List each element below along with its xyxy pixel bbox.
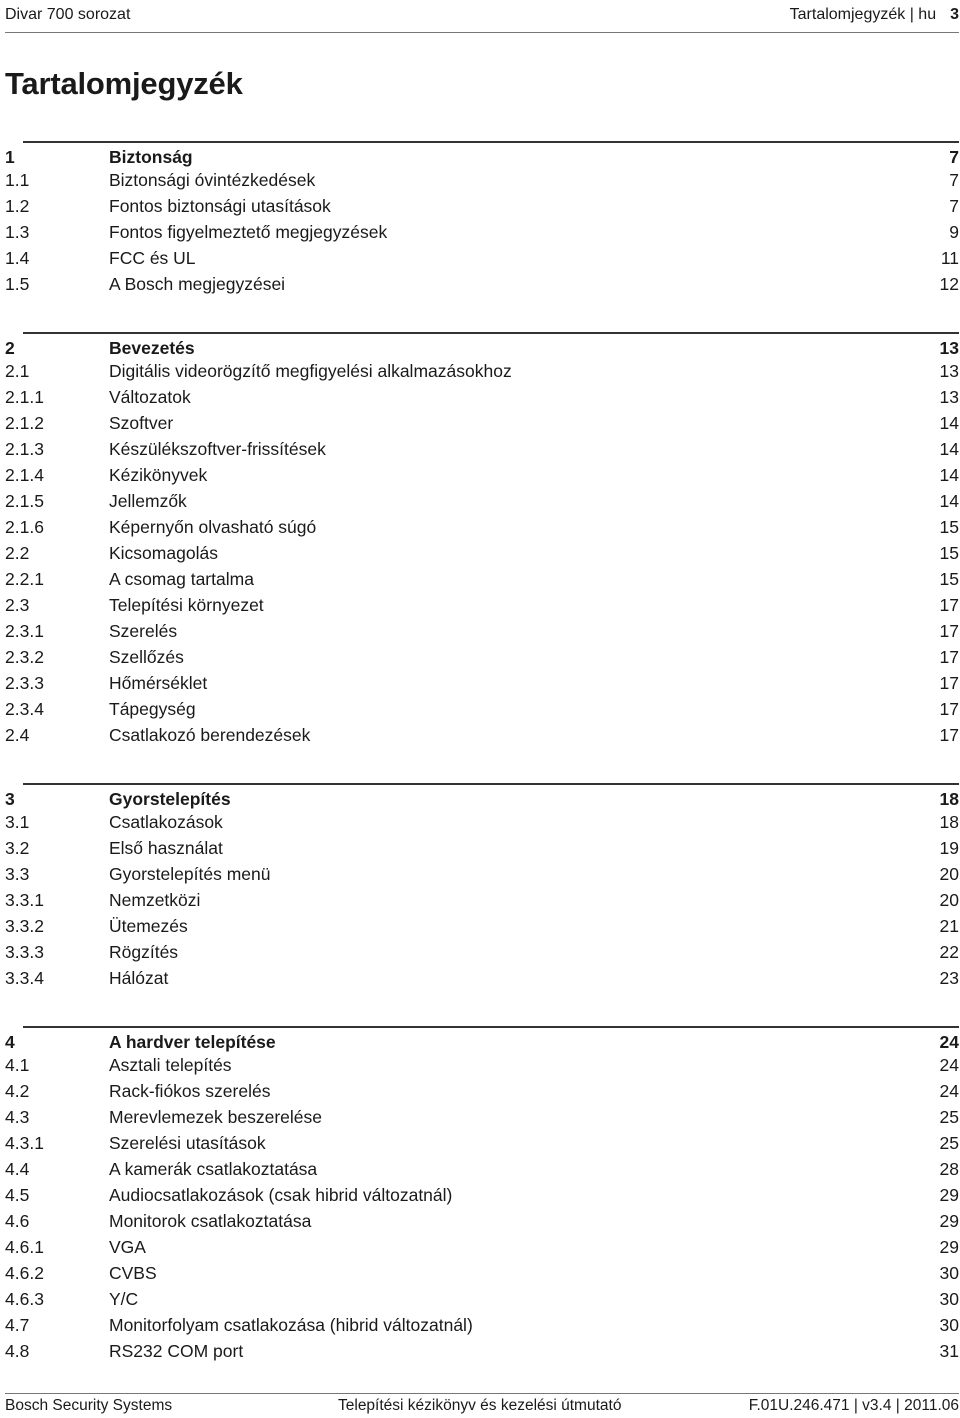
entry-title: Telepítési környezet — [109, 595, 264, 615]
entry-title: Monitorok csatlakoztatása — [109, 1211, 312, 1231]
entry-title: Rack-fiókos szerelés — [109, 1081, 271, 1101]
toc-entry[interactable] — [5, 193, 959, 219]
page-footer — [5, 1393, 959, 1415]
entry-page-number: 7 — [949, 147, 959, 167]
entry-page-number: 13 — [939, 338, 959, 358]
toc-section — [5, 783, 959, 991]
entry-page-number: 13 — [939, 361, 959, 381]
entry-number: 2.3.2 — [5, 647, 44, 667]
entry-number: 2.1.4 — [5, 465, 44, 485]
entry-number: 1 — [5, 147, 15, 167]
toc-entry[interactable] — [5, 514, 959, 540]
entry-number: 2.1 — [5, 361, 30, 381]
footer-document-reference: F.01U.246.471 | v3.4 | 2011.06 — [748, 1397, 959, 1414]
entry-number: 4.6.1 — [5, 1237, 44, 1257]
toc-entry[interactable] — [5, 696, 959, 722]
entry-title: Bevezetés — [109, 338, 195, 358]
entry-title: Gyorstelepítés menü — [109, 864, 271, 884]
entry-number: 2.1.6 — [5, 517, 44, 537]
entry-page-number: 17 — [939, 621, 959, 641]
entry-page-number: 21 — [939, 916, 959, 936]
toc-entry[interactable] — [5, 462, 959, 488]
entry-title: CVBS — [109, 1263, 157, 1283]
entry-page-number: 14 — [939, 465, 959, 485]
entry-number: 2.1.5 — [5, 491, 44, 511]
entry-page-number: 11 — [940, 248, 959, 268]
entry-title: Szerelés — [109, 621, 178, 641]
entry-page-number: 23 — [939, 968, 959, 988]
entry-page-number: 19 — [939, 838, 959, 858]
entry-title: Csatlakozó berendezések — [109, 725, 311, 745]
footer-company: Bosch Security Systems — [5, 1397, 173, 1414]
toc-entry[interactable] — [5, 1104, 959, 1130]
entry-page-number: 17 — [939, 699, 959, 719]
entry-page-number: 7 — [949, 196, 959, 216]
entry-number: 3.3.3 — [5, 942, 44, 962]
toc-entry[interactable] — [5, 809, 959, 835]
entry-page-number: 31 — [939, 1341, 959, 1361]
entry-number: 1.4 — [5, 248, 30, 268]
entry-page-number: 7 — [949, 170, 959, 190]
entry-number: 4.1 — [5, 1055, 30, 1075]
entry-title: Biztonság — [109, 147, 193, 167]
entry-number: 1.1 — [5, 170, 30, 190]
toc-entry[interactable] — [5, 1312, 959, 1338]
page-title: Tartalomjegyzék — [5, 66, 243, 101]
entry-title: Rögzítés — [109, 942, 179, 962]
entry-title: Digitális videorögzítő megfigyelési alkalmazásokhoz — [109, 361, 512, 381]
header-page-number: 3 — [950, 6, 959, 23]
entry-title: Nemzetközi — [109, 890, 201, 910]
entry-number: 2.4 — [5, 725, 30, 745]
entry-page-number: 17 — [939, 725, 959, 745]
entry-page-number: 30 — [939, 1263, 959, 1283]
toc-chapter-entry[interactable] — [5, 783, 959, 809]
entry-title: Kicsomagolás — [109, 543, 218, 563]
entry-title: Hálózat — [109, 968, 169, 988]
entry-page-number: 14 — [939, 439, 959, 459]
entry-page-number: 30 — [939, 1289, 959, 1309]
entry-number: 4.3 — [5, 1107, 30, 1127]
entry-title: Hőmérséklet — [109, 673, 208, 693]
entry-title: A csomag tartalma — [109, 569, 254, 589]
entry-title: Ütemezés — [109, 916, 188, 936]
entry-title: Gyorstelepítés — [109, 789, 231, 809]
toc-entry[interactable] — [5, 384, 959, 410]
entry-number: 2.1.3 — [5, 439, 44, 459]
entry-number: 4.8 — [5, 1341, 30, 1361]
header-product-name: Divar 700 sorozat — [5, 6, 131, 23]
toc-chapter-entry[interactable] — [5, 332, 959, 358]
entry-title: Csatlakozások — [109, 812, 223, 832]
toc-entry[interactable] — [5, 566, 959, 592]
entry-title: Első használat — [109, 838, 223, 858]
header-section-label: Tartalomjegyzék | hu — [789, 6, 937, 23]
entry-title: Képernyőn olvasható súgó — [109, 517, 317, 537]
entry-number: 4.7 — [5, 1315, 30, 1335]
entry-title: Jellemzők — [109, 491, 187, 511]
entry-page-number: 18 — [939, 789, 959, 809]
entry-number: 3.2 — [5, 838, 30, 858]
toc-entry[interactable] — [5, 436, 959, 462]
entry-number: 2.3.4 — [5, 699, 44, 719]
toc-entry[interactable] — [5, 245, 959, 271]
toc-entry[interactable] — [5, 644, 959, 670]
entry-page-number: 15 — [939, 517, 959, 537]
entry-number: 3.3.2 — [5, 916, 44, 936]
entry-number: 2.3 — [5, 595, 30, 615]
toc-entry[interactable] — [5, 358, 959, 384]
entry-number: 3.3.4 — [5, 968, 44, 988]
toc-entry[interactable] — [5, 1260, 959, 1286]
entry-page-number: 22 — [939, 942, 959, 962]
toc-chapter-entry[interactable] — [5, 141, 959, 167]
entry-title: Fontos figyelmeztető megjegyzések — [109, 222, 388, 242]
entry-page-number: 15 — [939, 569, 959, 589]
entry-number: 1.3 — [5, 222, 30, 242]
toc-entry[interactable] — [5, 1208, 959, 1234]
entry-page-number: 29 — [939, 1185, 959, 1205]
toc-entry[interactable] — [5, 167, 959, 193]
entry-page-number: 25 — [939, 1107, 959, 1127]
toc-entry[interactable] — [5, 618, 959, 644]
toc-entry[interactable] — [5, 219, 959, 245]
entry-title: RS232 COM port — [109, 1341, 244, 1361]
toc-entry[interactable] — [5, 861, 959, 887]
entry-number: 4.4 — [5, 1159, 30, 1179]
entry-number: 4.6 — [5, 1211, 30, 1231]
entry-page-number: 25 — [939, 1133, 959, 1153]
entry-page-number: 30 — [939, 1315, 959, 1335]
entry-page-number: 20 — [939, 864, 959, 884]
page-header — [5, 0, 959, 33]
entry-number: 2.3.3 — [5, 673, 44, 693]
toc-entry[interactable] — [5, 1338, 959, 1364]
toc-entry[interactable] — [5, 1234, 959, 1260]
toc-entry[interactable] — [5, 1182, 959, 1208]
table-of-contents — [5, 141, 959, 1399]
entry-page-number: 29 — [939, 1237, 959, 1257]
entry-number: 3 — [5, 789, 15, 809]
entry-number: 4.6.3 — [5, 1289, 44, 1309]
entry-number: 2.3.1 — [5, 621, 44, 641]
entry-page-number: 12 — [939, 274, 959, 294]
toc-chapter-entry[interactable] — [5, 1026, 959, 1052]
entry-page-number: 28 — [939, 1159, 959, 1179]
entry-title: Szerelési utasítások — [109, 1133, 266, 1153]
toc-entry[interactable] — [5, 670, 959, 696]
entry-title: VGA — [109, 1237, 146, 1257]
entry-number: 3.1 — [5, 812, 30, 832]
entry-number: 3.3 — [5, 864, 30, 884]
toc-entry[interactable] — [5, 722, 959, 748]
entry-number: 2.2.1 — [5, 569, 44, 589]
entry-title: A hardver telepítése — [109, 1032, 276, 1052]
entry-page-number: 9 — [949, 222, 959, 242]
entry-page-number: 13 — [939, 387, 959, 407]
entry-title: Fontos biztonsági utasítások — [109, 196, 331, 216]
toc-section — [5, 141, 959, 297]
entry-title: A kamerák csatlakoztatása — [109, 1159, 318, 1179]
entry-number: 3.3.1 — [5, 890, 44, 910]
entry-page-number: 24 — [939, 1081, 959, 1101]
entry-page-number: 14 — [939, 491, 959, 511]
entry-page-number: 24 — [939, 1055, 959, 1075]
toc-section — [5, 332, 959, 748]
toc-entry[interactable] — [5, 1286, 959, 1312]
entry-page-number: 14 — [939, 413, 959, 433]
entry-number: 2.1.1 — [5, 387, 44, 407]
entry-number: 4.6.2 — [5, 1263, 44, 1283]
entry-number: 1.2 — [5, 196, 30, 216]
toc-section — [5, 1026, 959, 1364]
entry-title: Készülékszoftver-frissítések — [109, 439, 326, 459]
toc-entry[interactable] — [5, 1078, 959, 1104]
entry-number: 2 — [5, 338, 15, 358]
entry-page-number: 15 — [939, 543, 959, 563]
entry-title: Szellőzés — [109, 647, 184, 667]
entry-title: Kézikönyvek — [109, 465, 208, 485]
entry-page-number: 29 — [939, 1211, 959, 1231]
entry-title: Audiocsatlakozások (csak hibrid változatnál) — [109, 1185, 453, 1205]
entry-number: 1.5 — [5, 274, 30, 294]
toc-entry[interactable] — [5, 410, 959, 436]
toc-entry[interactable] — [5, 488, 959, 514]
toc-entry[interactable] — [5, 1130, 959, 1156]
entry-title: Biztonsági óvintézkedések — [109, 170, 316, 190]
entry-page-number: 17 — [939, 647, 959, 667]
entry-title: Szoftver — [109, 413, 174, 433]
entry-number: 4.2 — [5, 1081, 30, 1101]
toc-entry[interactable] — [5, 1052, 959, 1078]
entry-number: 4.5 — [5, 1185, 30, 1205]
entry-number: 2.2 — [5, 543, 30, 563]
entry-title: Monitorfolyam csatlakozása (hibrid változatnál) — [109, 1315, 473, 1335]
entry-page-number: 24 — [939, 1032, 959, 1052]
entry-title: A Bosch megjegyzései — [109, 274, 286, 294]
toc-entry[interactable] — [5, 1156, 959, 1182]
entry-title: FCC és UL — [109, 248, 196, 268]
entry-page-number: 20 — [939, 890, 959, 910]
entry-title: Y/C — [109, 1289, 139, 1309]
entry-page-number: 17 — [939, 673, 959, 693]
entry-number: 2.1.2 — [5, 413, 44, 433]
toc-entry[interactable] — [5, 965, 959, 991]
toc-entry[interactable] — [5, 939, 959, 965]
footer-document-title: Telepítési kézikönyv és kezelési útmutató — [338, 1397, 622, 1414]
entry-title: Változatok — [109, 387, 191, 407]
toc-entry[interactable] — [5, 913, 959, 939]
entry-title: Merevlemezek beszerelése — [109, 1107, 323, 1127]
toc-entry[interactable] — [5, 887, 959, 913]
entry-title: Asztali telepítés — [109, 1055, 232, 1075]
entry-title: Tápegység — [109, 699, 196, 719]
toc-entry[interactable] — [5, 835, 959, 861]
entry-page-number: 17 — [939, 595, 959, 615]
toc-entry[interactable] — [5, 540, 959, 566]
toc-entry[interactable] — [5, 271, 959, 297]
entry-number: 4 — [5, 1032, 15, 1052]
header-section-info — [790, 0, 959, 30]
entry-number: 4.3.1 — [5, 1133, 44, 1153]
toc-entry[interactable] — [5, 592, 959, 618]
entry-page-number: 18 — [939, 812, 959, 832]
